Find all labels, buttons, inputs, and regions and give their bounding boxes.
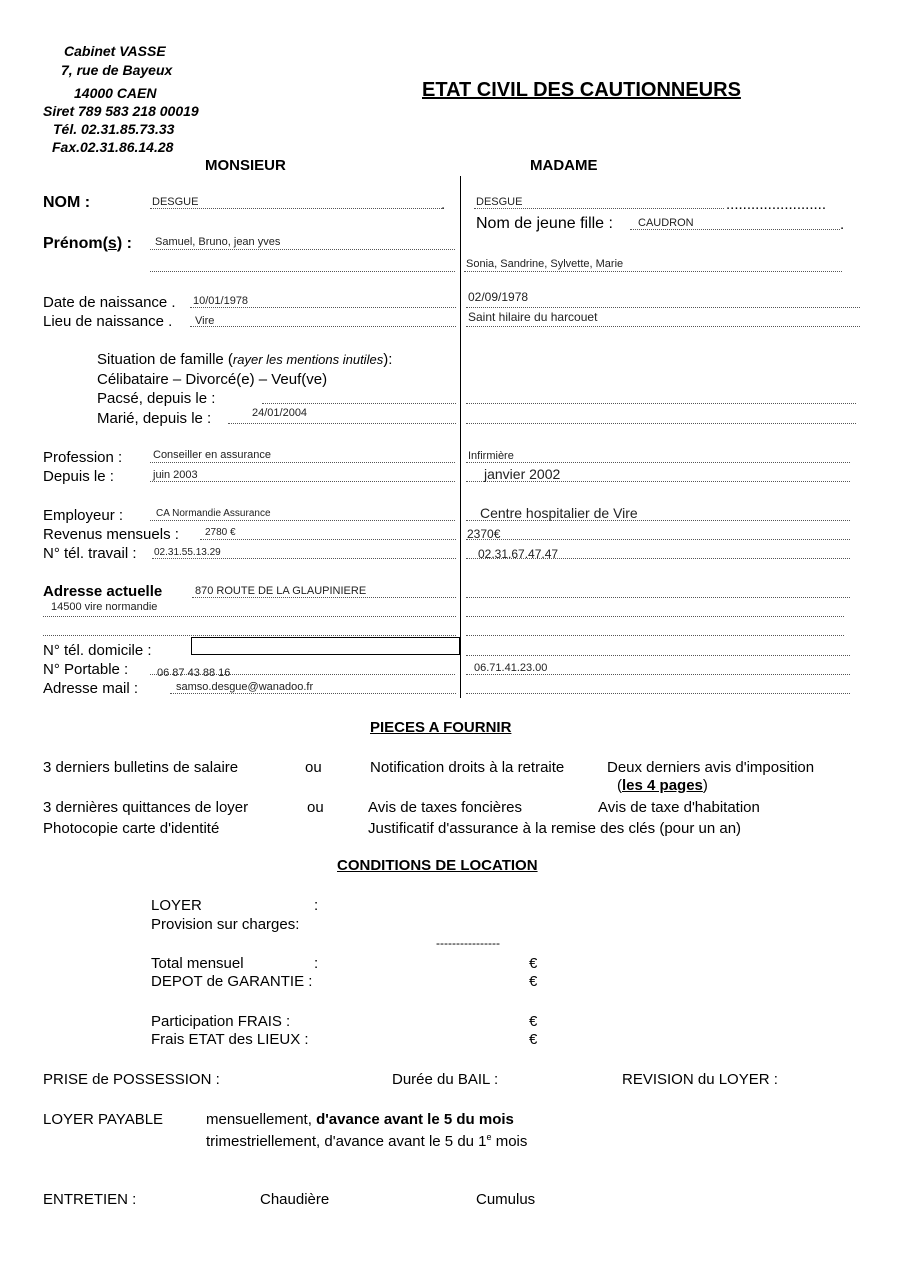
dotted-line <box>630 229 840 230</box>
column-monsieur: MONSIEUR <box>205 157 286 174</box>
dotted-line <box>150 481 455 482</box>
monsieur-tel-travail[interactable]: 02.31.55.13.29 <box>154 547 221 558</box>
dotted-line <box>190 326 456 327</box>
label-loyer-payable: LOYER PAYABLE <box>43 1111 164 1128</box>
pieces-ou-1: ou <box>305 759 322 776</box>
checkbox-identite[interactable]: Photocopie carte d'identité <box>43 820 220 837</box>
monsieur-employeur[interactable]: CA Normandie Assurance <box>156 508 271 519</box>
monsieur-lieu-naissance[interactable]: Vire <box>195 315 215 327</box>
dotted-line <box>190 307 456 308</box>
dotted-line <box>466 635 844 636</box>
dotted-line <box>466 655 850 656</box>
monsieur-profession[interactable]: Conseiller en assurance <box>153 449 272 461</box>
label-loyer: LOYER <box>151 897 202 914</box>
sum-separator: ---------------- <box>436 936 500 950</box>
checkbox-chaudiere[interactable]: Chaudière <box>260 1191 330 1208</box>
dotted-line <box>192 597 456 598</box>
monsieur-nom[interactable]: DESGUE <box>152 196 199 208</box>
monsieur-mail[interactable]: samso.desgue@wanadoo.fr <box>176 681 314 693</box>
euro-total: € <box>529 955 538 972</box>
madame-nom[interactable]: DESGUE <box>476 196 523 208</box>
dotted-line <box>228 423 456 424</box>
dotted-line <box>150 271 455 272</box>
dotted-line <box>466 616 844 617</box>
cabinet-tel: Tél. 02.31.85.73.33 <box>53 121 175 137</box>
dotted-line <box>466 539 850 540</box>
checkbox-cumulus[interactable]: Cumulus <box>476 1191 536 1208</box>
label-revenus: Revenus mensuels : <box>43 526 179 543</box>
column-madame: MADAME <box>530 157 598 174</box>
label-pacse: Pacsé, depuis le : <box>97 390 216 407</box>
dotted-line <box>466 326 860 327</box>
pieces-4-pages: (les 4 pages) <box>617 777 708 794</box>
tel-domicile-input-box[interactable] <box>191 637 460 655</box>
label-nom: NOM : <box>43 194 91 211</box>
checkbox-retraite[interactable]: Notification droits à la retraite <box>370 759 565 776</box>
monsieur-date-naissance[interactable]: 10/01/1978 <box>193 295 249 307</box>
checkbox-imposition[interactable]: Deux derniers avis d'imposition <box>607 759 815 776</box>
dotted-line <box>170 693 456 694</box>
label-celibataire: Célibataire – Divorcé(e) – Veuf(ve) <box>97 371 328 388</box>
monsieur-prenoms[interactable]: Samuel, Bruno, jean yves <box>155 236 281 248</box>
euro-frais-etat: € <box>529 1031 538 1048</box>
label-entretien: ENTRETIEN : <box>43 1191 137 1208</box>
checkbox-quittances[interactable]: 3 dernières quittances de loyer <box>43 799 249 816</box>
monsieur-marie-depuis[interactable]: 24/01/2004 <box>252 407 308 419</box>
label-revision: REVISION du LOYER : <box>622 1071 778 1088</box>
madame-prenoms[interactable]: Sonia, Sandrine, Sylvette, Marie <box>466 258 624 270</box>
cabinet-siret: Siret 789 583 218 00019 <box>43 103 199 119</box>
madame-portable[interactable]: 06.71.41.23.00 <box>474 662 548 674</box>
madame-depuis[interactable]: janvier 2002 <box>484 466 561 482</box>
label-jeune-fille: Nom de jeune fille : <box>476 215 613 232</box>
dotted-line <box>150 249 455 250</box>
dotted-line <box>150 520 455 521</box>
madame-jeune-fille[interactable]: CAUDRON <box>638 217 694 229</box>
checkbox-assurance[interactable]: Justificatif d'assurance à la remise des clés (pour un an) <box>368 820 742 837</box>
dotted-line <box>150 208 442 209</box>
pieces-ou-2: ou <box>307 799 324 816</box>
label-total-mensuel: Total mensuel <box>151 955 244 972</box>
checkbox-foncieres[interactable]: Avis de taxes foncières <box>368 799 522 816</box>
pieces-title: PIECES A FOURNIR <box>370 719 512 736</box>
conditions-title: CONDITIONS DE LOCATION <box>337 857 538 874</box>
page-title: ETAT CIVIL DES CAUTIONNEURS <box>422 79 741 101</box>
cabinet-fax: Fax.02.31.86.14.28 <box>52 139 174 155</box>
dotted-line <box>466 423 856 424</box>
madame-tel-travail[interactable]: 02.31.67.47.47 <box>478 547 559 561</box>
monsieur-adresse-1[interactable]: 870 ROUTE DE LA GLAUPINIERE <box>195 585 367 597</box>
monsieur-revenus[interactable]: 2780 € <box>205 527 236 538</box>
label-duree-bail: Durée du BAIL : <box>392 1071 499 1088</box>
cabinet-street: 7, rue de Bayeux <box>61 62 173 78</box>
label-mail: Adresse mail : <box>43 680 139 697</box>
dotted-line <box>466 597 850 598</box>
label-marie: Marié, depuis le : <box>97 410 212 427</box>
dotted-line <box>200 539 456 540</box>
label-prenoms: Prénom(s) : <box>43 235 132 252</box>
checkbox-bulletins[interactable]: 3 derniers bulletins de salaire <box>43 759 239 776</box>
label-employeur: Employeur : <box>43 507 124 524</box>
label-lieu-naissance: Lieu de naissance . <box>43 313 173 330</box>
label-provision: Provision sur charges: <box>151 916 300 933</box>
label-situation: Situation de famille (rayer les mentions inutiles): <box>97 351 393 368</box>
label-portable: N° Portable : <box>43 661 129 678</box>
cabinet-city: 14000 CAEN <box>74 85 157 101</box>
dotted-line <box>262 403 456 404</box>
label-depuis: Depuis le : <box>43 468 114 485</box>
madame-nom-dots: ........................ <box>726 196 827 213</box>
dotted-line <box>466 674 850 675</box>
checkbox-mensuellement[interactable]: mensuellement, d'avance avant le 5 du mois <box>206 1111 514 1128</box>
label-tel-travail: N° tél. travail : <box>43 545 137 562</box>
checkbox-habitation[interactable]: Avis de taxe d'habitation <box>598 799 760 816</box>
dotted-line <box>466 462 850 463</box>
dotted-line <box>43 616 456 617</box>
dotted-line <box>474 208 724 209</box>
dotted-line <box>150 462 455 463</box>
madame-lieu-naissance[interactable]: Saint hilaire du harcouet <box>468 310 598 324</box>
dotted-line <box>43 635 456 636</box>
dotted-line <box>466 693 850 694</box>
dotted-line <box>466 403 856 404</box>
madame-profession[interactable]: Infirmière <box>468 450 514 462</box>
label-date-naissance: Date de naissance . <box>43 294 176 311</box>
label-frais-etat: Frais ETAT des LIEUX : <box>151 1031 309 1048</box>
label-prise-possession: PRISE de POSSESSION : <box>43 1071 220 1088</box>
dotted-line <box>152 558 456 559</box>
dotted-line <box>466 307 860 308</box>
monsieur-depuis[interactable]: juin 2003 <box>153 469 198 481</box>
dotted-line <box>464 271 842 272</box>
label-adresse: Adresse actuelle <box>43 583 163 600</box>
monsieur-adresse-2[interactable]: 14500 vire normandie <box>51 601 158 613</box>
label-tel-domicile: N° tél. domicile : <box>43 642 152 659</box>
label-profession: Profession : <box>43 449 123 466</box>
madame-revenus[interactable]: 2370€ <box>467 527 501 541</box>
label-depot: DEPOT de GARANTIE : <box>151 973 313 990</box>
checkbox-trimestriellement[interactable]: trimestriellement, d'avance avant le 5 du 1e mois <box>206 1132 528 1150</box>
euro-participation: € <box>529 1013 538 1030</box>
cabinet-name: Cabinet VASSE <box>64 43 166 59</box>
label-participation: Participation FRAIS : <box>151 1013 291 1030</box>
monsieur-portable[interactable]: 06 87 43 88 16 <box>157 667 231 679</box>
euro-depot: € <box>529 973 538 990</box>
madame-employeur[interactable]: Centre hospitalier de Vire <box>480 505 638 521</box>
column-divider <box>460 176 461 698</box>
madame-date-naissance[interactable]: 02/09/1978 <box>468 290 529 304</box>
